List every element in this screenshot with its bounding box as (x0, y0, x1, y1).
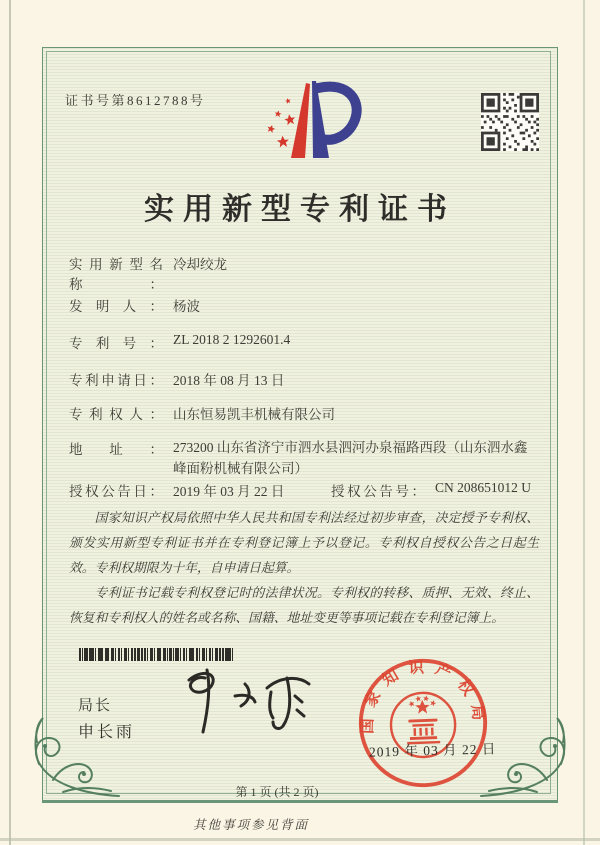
field-label: 发明人： (69, 299, 163, 314)
field-row-grant (69, 480, 539, 500)
qr-code (481, 93, 539, 151)
barcode (79, 648, 233, 661)
field-row-patent-number (69, 332, 539, 352)
field-label: 授权公告日： (69, 484, 163, 499)
page-number: 第 1 页 (共 2 页) (235, 785, 319, 799)
grant-number-group (331, 480, 531, 500)
field-value: 2018 年 08 月 13 日 (173, 373, 285, 388)
cnipa-logo-icon (255, 68, 375, 178)
field-label: 专利申请日： (69, 373, 163, 388)
grant-date: 2019 年 03 月 22 日 (173, 484, 285, 499)
field-row-address (69, 438, 539, 480)
field-label: 地址： (69, 442, 163, 457)
field-label: 专利号： (69, 336, 163, 351)
corner-flourish-left-icon (23, 688, 123, 800)
back-side-note: 其他事项参见背面 (193, 818, 310, 832)
page-edge-left (9, 0, 11, 845)
field-label: 实用新型名称： (69, 257, 163, 292)
field-row-patentee (69, 403, 539, 423)
field-label: 专利权人： (69, 407, 163, 422)
field-value: 杨波 (173, 299, 200, 314)
seal-date: 2019 年 03 月 22 日 (368, 741, 497, 760)
certificate-body-text (69, 506, 539, 631)
director-signature (171, 666, 321, 736)
field-row-name (69, 253, 539, 293)
field-row-filing-date (69, 369, 539, 389)
field-value: 273200 山东省济宁市泗水县泗河办泉福路西段（山东泗水鑫峰面粉机械有限公司） (173, 440, 528, 476)
svg-text:国家知识产权局 (355, 656, 489, 735)
director-title: 局长 (78, 698, 113, 714)
official-seal-icon (353, 653, 494, 794)
seal-text: 国家知识产权局 (359, 659, 488, 735)
field-label: 授权公告号： (331, 484, 425, 499)
page-edge-bottom (0, 838, 600, 841)
grant-number: CN 208651012 U (435, 480, 532, 495)
certificate-number: 证书号第8612788号 (65, 93, 206, 108)
body-paragraph-2: 专利证书记载专利权登记时的法律状况。专利权的转移、质押、无效、终止、恢复和专利权人的姓名或名称、国籍、地址变更等事项记载在专利登记簿上。 (69, 585, 539, 625)
body-paragraph-1: 国家知识产权局依照中华人民共和国专利法经过初步审查，决定授予专利权、颁发实用新型专利证书并在专利登记簿上予以登记。专利权自授权公告之日起生效。专利权期限为十年，自申请日起算。 (69, 511, 539, 575)
field-value: ZL 2018 2 1292601.4 (173, 332, 291, 347)
field-value: 冷却绞龙 (173, 257, 227, 272)
certificate-frame (42, 47, 558, 803)
field-row-inventor (69, 295, 539, 315)
field-value: 山东恒易凯丰机械有限公司 (173, 407, 335, 422)
page-edge-right (583, 0, 585, 845)
director-name: 申长雨 (78, 724, 136, 741)
corner-flourish-right-icon (477, 688, 577, 800)
certificate-title: 实用新型专利证书 (144, 193, 456, 226)
